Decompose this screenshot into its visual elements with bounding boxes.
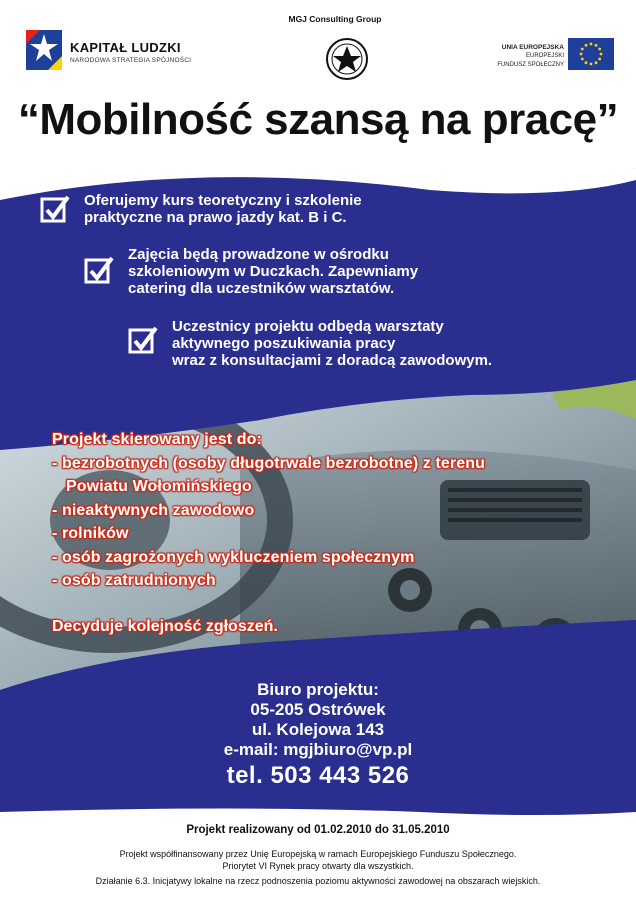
eu-label-line1: UNIA EUROPEJSKA [501,44,564,51]
offer-2-line2: szkoleniowym w Duczkach. Zapewniamy [128,263,419,280]
kapital-ludzki-logo-icon [22,26,66,74]
mgj-consulting-name: MGJ Consulting Group [288,14,382,24]
offer-1-line1: Oferujemy kurs teoretyczny i szkolenie [84,192,362,209]
checkbox-checked-icon [128,326,158,356]
target-item: - nieaktywnych zawodowo [52,501,255,519]
office-email: e-mail: mgjbiuro@vp.pl [223,740,413,759]
office-heading: Biuro projektu: [257,680,379,699]
target-groups [52,428,485,593]
cofinancing-line1: Projekt współfinansowany przez Unię Europejską w ramach Europejskiego Funduszu Społecznego. [119,849,517,859]
offer-3-line3: wraz z konsultacjami z doradcą zawodowym. [172,352,493,369]
office-phone: tel. 503 443 526 [226,762,410,789]
offer-3-line2: aktywnego poszukiwania pracy [172,335,396,352]
office-street: ul. Kolejowa 143 [251,720,385,739]
offer-3 [172,318,492,369]
eu-label [482,43,564,70]
offer-2-line1: Zajęcia będą prowadzone w ośrodku [128,246,389,263]
mgj-seal-icon [325,37,369,81]
offer-1-line2: praktyczne na prawo jazdy kat. B i C. [84,209,347,226]
target-item: Powiatu Wołomińskiego [66,478,252,495]
poster-title: “Mobilność szansą na pracę” [17,95,619,144]
measure-note: Działanie 6.3. Inicjatywy lokalne na rzecz podnoszenia poziomu aktywności zawodowej na obszarach wiejskich. [95,876,541,886]
offer-2-line3: catering dla uczestników warsztatów. [128,280,395,297]
project-period: Projekt realizowany od 01.02.2010 do 31.05.2010 [186,824,450,836]
checkbox-checked-icon [40,195,70,225]
eu-label-line3: FUNDUSZ SPOŁECZNY [497,62,564,69]
eu-flag-icon [568,38,614,70]
cofinancing-note [0,848,636,872]
office-postal: 05-205 Ostrówek [250,700,386,719]
target-item: - bezrobotnych (osoby długotrwale bezrobotne) z terenu [52,454,485,472]
offer-2 [128,246,418,297]
order-note: Decyduje kolejność zgłoszeń. [52,618,278,635]
checkbox-checked-icon [84,256,114,286]
cofinancing-line2: Priorytet VI Rynek pracy otwarty dla wszystkich. [222,861,414,871]
kapital-ludzki-subtitle: NARODOWA STRATEGIA SPÓJNOŚCI [70,57,192,64]
offer-3-line1: Uczestnicy projektu odbędą warsztaty [172,318,444,335]
eu-label-line2: EUROPEJSKI [525,53,564,60]
kapital-ludzki-title: KAPITAŁ LUDZKI [70,40,181,55]
target-heading: Projekt skierowany jest do: [52,431,262,448]
target-item: - osób zagrożonych wykluczeniem społecznym [52,548,415,566]
target-item: - osób zatrudnionych [52,572,216,589]
target-item: - rolników [52,525,129,542]
offer-1 [84,192,362,226]
